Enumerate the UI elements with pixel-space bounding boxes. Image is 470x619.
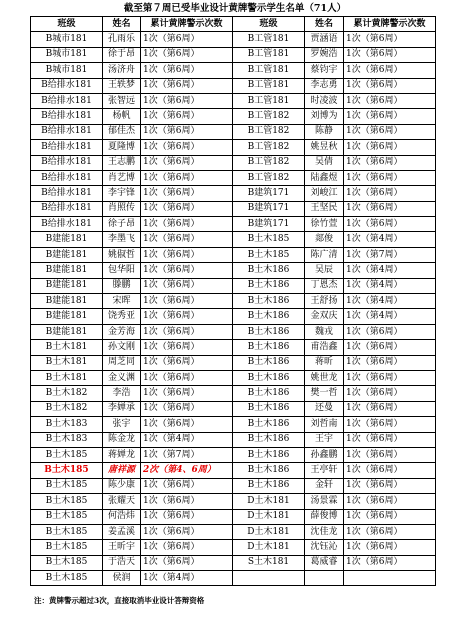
cell-right-count: 1次（第6周） [344, 186, 436, 201]
cell-right-name: 郯俊 [305, 232, 344, 247]
cell-right-count: 1次（第6周） [344, 540, 436, 555]
table-row [31, 340, 436, 355]
cell-right-count: 1次（第6周） [344, 201, 436, 216]
cell-left-name: 金义渊 [103, 370, 141, 385]
cell-right-class: B工管182 [233, 170, 305, 185]
cell-left-name: 滕鹏 [103, 278, 141, 293]
cell-right-class: B工管182 [233, 155, 305, 170]
cell-right-class: B土木186 [233, 432, 305, 447]
cell-right-count: 1次（第6周） [344, 324, 436, 339]
table-row [31, 32, 436, 47]
cell-left-count: 1次（第6周） [141, 93, 233, 108]
cell-right-name: 葛威睿 [305, 555, 344, 570]
cell-left-count: 1次（第6周） [141, 278, 233, 293]
cell-right-count: 1次（第6周） [344, 432, 436, 447]
table-row [31, 170, 436, 185]
cell-right-name: 吴倩 [305, 155, 344, 170]
cell-left-count: 1次（第6周） [141, 294, 233, 309]
footnote: 注：黄牌警示超过3次，直接取消毕业设计答辩资格 [34, 596, 205, 605]
cell-left-class: B给排水181 [31, 155, 103, 170]
cell-right-name: 徐竹萱 [305, 217, 344, 232]
cell-left-class: B土木181 [31, 340, 103, 355]
cell-right-name: 还曼 [305, 401, 344, 416]
cell-left-name: 张耀天 [103, 494, 141, 509]
cell-right-count: 1次（第6周） [344, 355, 436, 370]
cell-left-class: B给排水181 [31, 201, 103, 216]
cell-left-class: B建能181 [31, 278, 103, 293]
cell-left-name: 王志鹏 [103, 155, 141, 170]
cell-left-name: 郁佳杰 [103, 124, 141, 139]
table-row [31, 324, 436, 339]
cell-right-class: B建筑171 [233, 186, 305, 201]
cell-right-count: 1次（第6周） [344, 524, 436, 539]
cell-left-name: 汤济舟 [103, 63, 141, 78]
cell-right-name: 李志勇 [305, 78, 344, 93]
cell-left-name: 何浩炜 [103, 509, 141, 524]
table-header-row [31, 17, 436, 32]
header-count-left: 累计黄牌警示次数 [141, 17, 233, 32]
cell-left-class: B土木185 [31, 478, 103, 493]
table-row [31, 463, 436, 478]
cell-right-class: B建筑171 [233, 217, 305, 232]
table-row [31, 417, 436, 432]
cell-right-class: B土木186 [233, 447, 305, 462]
cell-right-count: 1次（第6周） [344, 386, 436, 401]
cell-right-name: 姚世龙 [305, 370, 344, 385]
cell-left-class: B土木185 [31, 463, 103, 478]
cell-right-class: B工管181 [233, 63, 305, 78]
cell-right-class: B工管182 [233, 140, 305, 155]
cell-right-count: 1次（第6周） [344, 93, 436, 108]
cell-left-class: B给排水181 [31, 78, 103, 93]
cell-left-class: B土木183 [31, 432, 103, 447]
cell-right-name: 汤景霖 [305, 494, 344, 509]
cell-left-count: 1次（第6周） [141, 401, 233, 416]
cell-right-class: B土木185 [233, 232, 305, 247]
header-class-right: 班级 [233, 17, 305, 32]
cell-left-class: B土木182 [31, 386, 103, 401]
warning-roster-table [30, 16, 436, 586]
table-row [31, 232, 436, 247]
cell-left-name: 于浩天 [103, 555, 141, 570]
cell-left-count: 1次（第6周） [141, 540, 233, 555]
cell-right-name: 樊一哲 [305, 386, 344, 401]
cell-right-class: B土木185 [233, 247, 305, 262]
table-row [31, 201, 436, 216]
cell-left-name: 肖照传 [103, 201, 141, 216]
cell-right-class: B建筑171 [233, 201, 305, 216]
cell-left-name: 张宇 [103, 417, 141, 432]
cell-right-class: B土木186 [233, 478, 305, 493]
cell-left-class: B土木182 [31, 401, 103, 416]
cell-left-name: 金芳海 [103, 324, 141, 339]
cell-left-name: 姚俶哲 [103, 247, 141, 262]
cell-left-class: B土木185 [31, 509, 103, 524]
cell-left-name: 李宇锋 [103, 186, 141, 201]
cell-left-class: B建能181 [31, 263, 103, 278]
cell-right-count: 1次（第6周） [344, 463, 436, 478]
cell-right-count: 1次（第4周） [344, 294, 436, 309]
cell-right-class: B土木186 [233, 294, 305, 309]
cell-right-name: 金双庆 [305, 309, 344, 324]
cell-left-name: 张智远 [103, 93, 141, 108]
cell-left-count: 1次（第6周） [141, 524, 233, 539]
cell-right-count: 1次（第6周） [344, 370, 436, 385]
cell-left-class: B城市181 [31, 32, 103, 47]
cell-right-count: 1次（第6周） [344, 124, 436, 139]
cell-left-name: 王昕宇 [103, 540, 141, 555]
table-row [31, 401, 436, 416]
cell-left-class: B土木183 [31, 417, 103, 432]
cell-right-count: 1次（第6周） [344, 478, 436, 493]
cell-right-name: 吴辰 [305, 263, 344, 278]
cell-left-count: 1次（第6周） [141, 386, 233, 401]
cell-left-count: 1次（第6周） [141, 263, 233, 278]
cell-right-class: D土木181 [233, 509, 305, 524]
cell-right-class: B工管181 [233, 78, 305, 93]
cell-right-count: 1次（第6周） [344, 140, 436, 155]
cell-left-count: 1次（第6周） [141, 247, 233, 262]
cell-right-name: 薛俊博 [305, 509, 344, 524]
cell-left-count: 1次（第6周） [141, 494, 233, 509]
cell-right-name [305, 571, 344, 586]
cell-left-count: 1次（第6周） [141, 124, 233, 139]
cell-left-name: 李浩 [103, 386, 141, 401]
cell-left-count: 1次（第6周） [141, 201, 233, 216]
roster-body [31, 32, 436, 586]
cell-left-count: 1次（第6周） [141, 509, 233, 524]
table-row [31, 447, 436, 462]
cell-left-name: 周芝同 [103, 355, 141, 370]
table-row [31, 309, 436, 324]
cell-left-class: B给排水181 [31, 140, 103, 155]
cell-left-name: 蒋婵龙 [103, 447, 141, 462]
cell-right-class: B土木186 [233, 417, 305, 432]
cell-right-name: 魏戎 [305, 324, 344, 339]
table-row [31, 155, 436, 170]
header-name-right: 姓名 [305, 17, 344, 32]
cell-left-class: B给排水181 [31, 93, 103, 108]
cell-left-class: B给排水181 [31, 109, 103, 124]
cell-right-class: D土木181 [233, 524, 305, 539]
cell-right-class: B土木186 [233, 340, 305, 355]
cell-right-name: 刘博为 [305, 109, 344, 124]
cell-right-class: B土木186 [233, 355, 305, 370]
cell-right-name: 蒋昕 [305, 355, 344, 370]
cell-left-class: B给排水181 [31, 170, 103, 185]
cell-left-class: B土木185 [31, 524, 103, 539]
cell-right-name: 刘哲南 [305, 417, 344, 432]
cell-left-count: 1次（第6周） [141, 63, 233, 78]
cell-right-class: B土木186 [233, 263, 305, 278]
cell-left-count: 1次（第6周） [141, 155, 233, 170]
cell-right-name: 金轩 [305, 478, 344, 493]
cell-right-name: 王宇 [305, 432, 344, 447]
cell-left-name: 孙文刚 [103, 340, 141, 355]
cell-right-count: 1次（第6周） [344, 494, 436, 509]
cell-left-name: 杨帆 [103, 109, 141, 124]
cell-right-name: 甫浩鑫 [305, 340, 344, 355]
cell-right-count: 1次（第6周） [344, 32, 436, 47]
cell-right-class: B土木186 [233, 324, 305, 339]
table-row [31, 432, 436, 447]
table-row [31, 186, 436, 201]
cell-left-class: B给排水181 [31, 186, 103, 201]
cell-left-count: 1次（第6周） [141, 555, 233, 570]
table-row [31, 509, 436, 524]
cell-right-count [344, 571, 436, 586]
cell-right-name: 孙鑫鹏 [305, 447, 344, 462]
table-row [31, 478, 436, 493]
cell-left-class: B土木185 [31, 447, 103, 462]
cell-left-count: 1次（第6周） [141, 217, 233, 232]
cell-right-count: 1次（第7周） [344, 247, 436, 262]
cell-right-count: 1次（第6周） [344, 509, 436, 524]
cell-right-class: B工管181 [233, 32, 305, 47]
cell-left-count: 1次（第6周） [141, 417, 233, 432]
cell-right-count: 1次（第4周） [344, 232, 436, 247]
cell-right-name: 陆鑫煜 [305, 170, 344, 185]
header-class-left: 班级 [31, 17, 103, 32]
cell-left-class: B建能181 [31, 324, 103, 339]
cell-right-count: 1次（第6周） [344, 555, 436, 570]
cell-right-name: 王坚民 [305, 201, 344, 216]
cell-left-class: B城市181 [31, 63, 103, 78]
cell-left-class: B土木185 [31, 540, 103, 555]
cell-left-count: 1次（第6周） [141, 324, 233, 339]
cell-right-count: 1次（第6周） [344, 170, 436, 185]
cell-right-count: 1次（第6周） [344, 155, 436, 170]
cell-left-class: B建能181 [31, 232, 103, 247]
table-row [31, 47, 436, 62]
cell-right-name: 陈静 [305, 124, 344, 139]
cell-left-count: 1次（第6周） [141, 355, 233, 370]
table-row [31, 93, 436, 108]
cell-left-name: 宋晖 [103, 294, 141, 309]
cell-right-class: B土木186 [233, 370, 305, 385]
cell-right-count: 1次（第6周） [344, 78, 436, 93]
cell-left-class: B建能181 [31, 294, 103, 309]
cell-right-count: 1次（第6周） [344, 47, 436, 62]
cell-left-count: 1次（第6周） [141, 109, 233, 124]
cell-right-count: 1次（第4周） [344, 278, 436, 293]
table-row [31, 278, 436, 293]
cell-right-class: B工管181 [233, 93, 305, 108]
cell-right-name: 贾涵语 [305, 32, 344, 47]
header-count-right: 累计黄牌警示次数 [344, 17, 436, 32]
cell-right-name: 时凌波 [305, 93, 344, 108]
table-row [31, 524, 436, 539]
cell-right-name: 王舒扬 [305, 294, 344, 309]
cell-right-count: 1次（第6周） [344, 340, 436, 355]
cell-right-class: S土木181 [233, 555, 305, 570]
cell-left-class: B土木185 [31, 494, 103, 509]
cell-left-count: 1次（第6周） [141, 478, 233, 493]
cell-left-class: B建能181 [31, 247, 103, 262]
cell-left-count: 1次（第6周） [141, 370, 233, 385]
cell-right-count: 1次（第4周） [344, 263, 436, 278]
cell-left-count: 1次（第6周） [141, 78, 233, 93]
cell-right-class: B土木186 [233, 386, 305, 401]
cell-right-class: D土木181 [233, 540, 305, 555]
table-row [31, 140, 436, 155]
cell-left-name: 孔雨乐 [103, 32, 141, 47]
cell-left-count: 1次（第4周） [141, 571, 233, 586]
table-row [31, 124, 436, 139]
header-name-left: 姓名 [103, 17, 141, 32]
cell-left-class: B城市181 [31, 47, 103, 62]
cell-left-class: B土木181 [31, 355, 103, 370]
cell-left-count: 1次（第6周） [141, 340, 233, 355]
cell-right-class: D土木181 [233, 494, 305, 509]
cell-left-count: 2次（第4、6周） [141, 463, 233, 478]
cell-right-class: B工管181 [233, 47, 305, 62]
cell-left-count: 1次（第4周） [141, 432, 233, 447]
cell-left-name: 姜孟溪 [103, 524, 141, 539]
cell-left-name: 唐祥源 [103, 463, 141, 478]
cell-left-count: 1次（第6周） [141, 140, 233, 155]
cell-left-class: B给排水181 [31, 217, 103, 232]
cell-left-class: B土木181 [31, 370, 103, 385]
cell-left-count: 1次（第7周） [141, 447, 233, 462]
cell-left-name: 李墨飞 [103, 232, 141, 247]
cell-right-class: B工管182 [233, 124, 305, 139]
cell-right-name: 沈钰沁 [305, 540, 344, 555]
table-row [31, 63, 436, 78]
cell-right-count: 1次（第6周） [344, 447, 436, 462]
cell-right-count: 1次（第6周） [344, 401, 436, 416]
cell-left-name: 肖艺博 [103, 170, 141, 185]
cell-right-count: 1次（第6周） [344, 217, 436, 232]
cell-right-name: 王亭轩 [305, 463, 344, 478]
cell-right-class: B工管182 [233, 109, 305, 124]
cell-right-count: 1次（第4周） [344, 309, 436, 324]
table-row [31, 294, 436, 309]
cell-left-name: 徐子昂 [103, 217, 141, 232]
cell-left-name: 徐于昂 [103, 47, 141, 62]
table-row [31, 555, 436, 570]
cell-right-name: 蔡钧宇 [305, 63, 344, 78]
cell-right-class: B土木186 [233, 278, 305, 293]
table-row [31, 571, 436, 586]
cell-right-class: B土木186 [233, 463, 305, 478]
table-row [31, 247, 436, 262]
table-row [31, 386, 436, 401]
cell-left-name: 王轶梦 [103, 78, 141, 93]
table-row [31, 217, 436, 232]
cell-left-name: 李婵承 [103, 401, 141, 416]
cell-right-name: 陈广清 [305, 247, 344, 262]
cell-right-class: B土木186 [233, 309, 305, 324]
cell-left-class: B土木185 [31, 555, 103, 570]
cell-left-class: B给排水181 [31, 124, 103, 139]
cell-right-name: 沈佳龙 [305, 524, 344, 539]
cell-right-class: B土木186 [233, 401, 305, 416]
cell-left-name: 陈金龙 [103, 432, 141, 447]
cell-left-count: 1次（第6周） [141, 170, 233, 185]
cell-right-class [233, 571, 305, 586]
cell-right-name: 罗婉浩 [305, 47, 344, 62]
table-row [31, 109, 436, 124]
cell-left-name: 陈少康 [103, 478, 141, 493]
cell-left-class: B土木185 [31, 571, 103, 586]
cell-right-name: 姚昱秋 [305, 140, 344, 155]
page-title: 截至第７周已受毕业设计黄牌警示学生名单（71人） [123, 3, 347, 14]
cell-left-name: 夏隆博 [103, 140, 141, 155]
cell-right-count: 1次（第6周） [344, 63, 436, 78]
cell-left-count: 1次（第6周） [141, 232, 233, 247]
cell-left-count: 1次（第6周） [141, 309, 233, 324]
table-row [31, 494, 436, 509]
cell-right-name: 刘峻江 [305, 186, 344, 201]
table-row [31, 540, 436, 555]
table-row [31, 78, 436, 93]
cell-left-name: 包华阳 [103, 263, 141, 278]
cell-left-class: B建能181 [31, 309, 103, 324]
cell-right-name: 丁恩杰 [305, 278, 344, 293]
cell-right-count: 1次（第6周） [344, 417, 436, 432]
cell-right-count: 1次（第6周） [344, 109, 436, 124]
cell-left-name: 饶秀亚 [103, 309, 141, 324]
cell-left-count: 1次（第6周） [141, 186, 233, 201]
cell-left-count: 1次（第6周） [141, 32, 233, 47]
table-row [31, 370, 436, 385]
table-row [31, 263, 436, 278]
cell-left-count: 1次（第6周） [141, 47, 233, 62]
table-row [31, 355, 436, 370]
cell-left-name: 侯润 [103, 571, 141, 586]
